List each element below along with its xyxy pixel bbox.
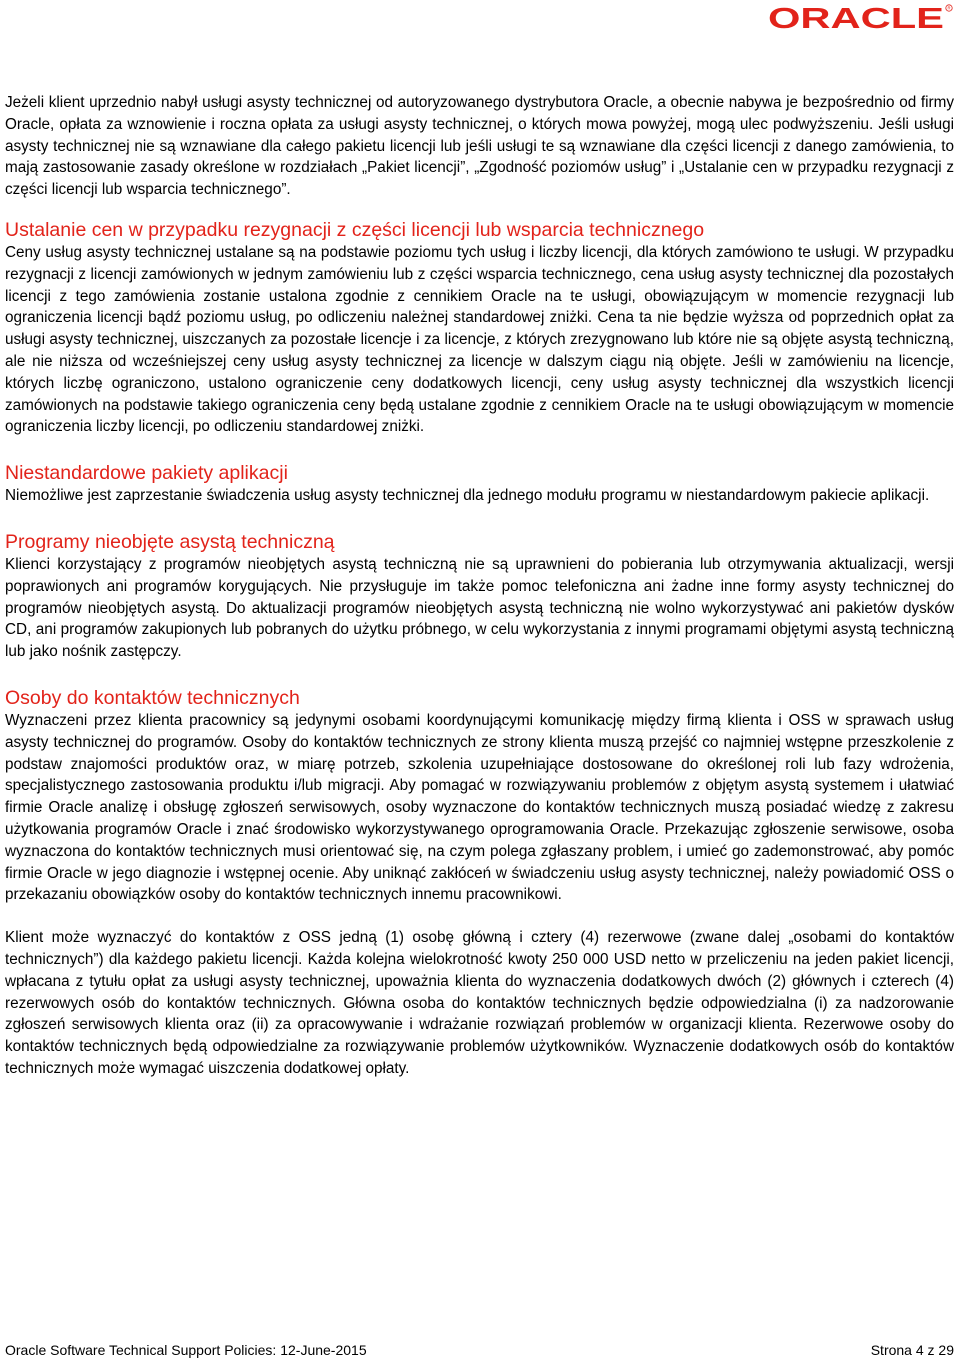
document-body — [5, 92, 954, 1080]
section-paragraph: Ceny usług asysty technicznej ustalane są na podstawie poziomu tych usług i liczby licencji, dla których zamówiono te usługi. W przypadku rezygnacji z licencji zamówionych w jednym zamówieniu lub z części wsparcia technicznego, cena usług asysty technicznej dla pozostałych licencji z tego zamówienia zostanie ustalona zgodnie z cennikiem Oracle na te usługi, obowiązującym w momencie rezygnacji lub ograniczenia licencji bądź poziomu usług, po odliczeniu należnej standardowej zniżki. Cena ta nie będzie wyższa od poprzednich opłat za usługi asysty technicznej, uiszczanych za pozostałe licencje i za licencje, z których zrezygnowano lub które nie są objęte asystą techniczną, ale nie niższa od wcześniejszej ceny usług asysty technicznej za licencje w dalszym ciągu nią objęte. Jeśli w zamówieniu na licencje, których liczbę ograniczono, ustalono ograniczenie ceny dodatkowych licencji, ceny usług asysty technicznej dla wszystkich licencji zamówionych na podstawie takiego ograniczenia ceny będą ustalane zgodnie z cennikiem Oracle na te usługi obowiązującym w momencie ograniczenia liczby licencji, po odliczeniu standardowej zniżki. — [5, 243, 954, 436]
section-heading: Osoby do kontaktów technicznych — [5, 686, 300, 709]
section-paragraph: Niemożliwe jest zaprzestanie świadczenia usług asysty technicznej dla jednego modułu programu w niestandardowym pakiecie aplikacji. — [5, 487, 930, 505]
section-heading: Programy nieobjęte asystą techniczną — [5, 530, 335, 553]
section-paragraph: Klient może wyznaczyć do kontaktów z OSS jedną (1) osobę główną i cztery (4) rezerwowe (zwane dalej „osobami do kontaktów technicznych”) dla każdego pakietu licencji. Każda kolejna wielokrotność kwoty 250 000 USD netto w przeliczeniu na jeden pakiet licencji, wpłacana z tytułu opłat za usługi asysty technicznej, upoważnia klienta do wyznaczenia dodatkowych dwóch (2) głównych i czterech (4) rezerwowych osób do kontaktów technicznych. Główna osoba do kontaktów technicznych będzie odpowiedzialna (i) za nadzorowanie zgłoszeń serwisowych klienta oraz (ii) za opracowywanie i wdrażanie rozwiązań problemów w organizacji klienta. Rezerwowe osoby do kontaktów technicznych będą odpowiedzialne za rozwiązywanie problemów użytkowników. Wyznaczenie dodatkowych osób do kontaktów technicznych może wymagać uiszczenia dodatkowej opłaty. — [5, 929, 954, 1077]
oracle-logo-text: ORACLE — [768, 3, 944, 31]
footer-page-number: Strona 4 z 29 — [870, 1342, 954, 1358]
section-heading: Niestandardowe pakiety aplikacji — [5, 462, 288, 485]
section-technical-contacts — [5, 686, 954, 1080]
section-paragraph: Klienci korzystający z programów nieobjętych asystą techniczną nie są uprawnieni do pobierania lub otrzymywania aktualizacji, wersji poprawionych ani programów korygujących. Nie przysługuje im także pomoc telefoniczna ani żadne inne formy asysty technicznej do programów nieobjętych asystą. Do aktualizacji programów nieobjętych asystą techniczną nie wolno wykorzystywać ani pakietów dysków CD, ani programów zakupionych lub pobranych do użytku próbnego, w celu wykorzystania z innymi programami objętymi asystą techniczną lub jako nośnik zastępczy. — [5, 555, 954, 661]
section-custom-packages — [5, 461, 954, 507]
intro-paragraph: Jeżeli klient uprzednio nabył usługi asysty technicznej od autoryzowanego dystrybutora Oracle, a obecnie nabywa je bezpośrednio od firmy Oracle, opłata za wznowienie i roczna opłata za usługi asysty technicznej, o których mowa powyżej, mogą ulec podwyższeniu. Jeśli usługi asysty technicznej nie są wznawiane dla całego pakietu licencji lub jeśli usługi te są wznawiane dla części licencji z danego zamówienia, to mają zastosowanie zasady określone w rozdziałach „Pakiet licencji”, „Zgodność poziomów usług” i „Ustalanie cen w przypadku rezygnacji z części licencji lub wsparcia technicznego”. — [5, 94, 954, 199]
section-pricing-reduction — [5, 218, 954, 438]
svg-text:R: R — [947, 5, 951, 11]
section-heading: Ustalanie cen w przypadku rezygnacji z części licencji lub wsparcia technicznego — [5, 218, 705, 241]
section-unsupported-programs — [5, 530, 954, 663]
footer-document-title: Oracle Software Technical Support Policies: 12-June-2015 — [5, 1342, 367, 1358]
section-paragraph: Wyznaczeni przez klienta pracownicy są jedynymi osobami koordynującymi komunikację między firmą klienta i OSS w sprawach usług asysty technicznej do programów. Osoby do kontaktów technicznych ze strony klienta muszą przejść co najmniej wstępne przeszkolenie z podstaw znajomości produktów oraz, w miarę potrzeb, szkolenia uzupełniające dostosowane do określonej roli lub fazy wdrożenia, specjalistycznego zastosowania produktu i/lub migracji. Aby pomagać w rozwiązywaniu problemów z objętym asystą systemem i ułatwiać firmie Oracle analizę i obsługę zgłoszeń serwisowych, osoby wyznaczone do kontaktów technicznych muszą posiadać wiedzę z zakresu użytkowania programów Oracle i znać środowisko wykorzystywanego oprogramowania Oracle. Przekazując zgłoszenie serwisowe, osoba wyznaczona do kontaktów technicznych musi orientować się, na czym polega zgłaszany problem, i umieć go zademonstrować, aby pomóc firmie Oracle w jego diagnozie i wstępnej ocenie. Aby uniknąć zakłóceń w świadczeniu usług asysty technicznej, należy powiadomić OSS o przekazaniu obowiązków osoby do kontaktów technicznych innemu pracownikowi. — [5, 711, 954, 904]
oracle-logo — [768, 3, 954, 31]
